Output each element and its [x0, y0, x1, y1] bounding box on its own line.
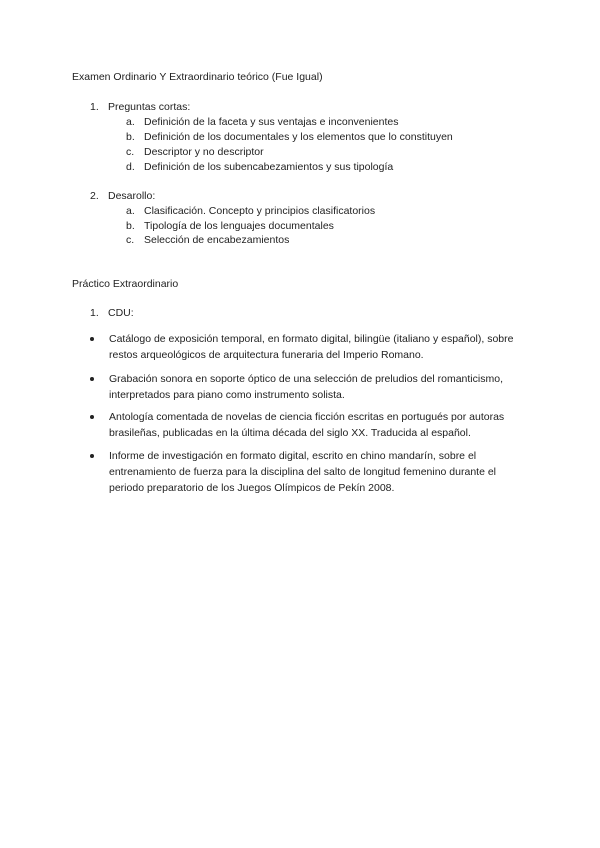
bullet-icon [90, 454, 94, 458]
question-item-short [90, 101, 190, 113]
list-marker: 1. [90, 307, 99, 319]
list-marker: c. [126, 146, 135, 158]
subitem [126, 146, 264, 158]
subitem [126, 161, 393, 173]
subitem-text: Definición de los subencabezamientos y sus tipología [144, 161, 394, 173]
subitem [126, 116, 399, 128]
question-label: Preguntas cortas: [108, 101, 191, 113]
list-marker: a. [126, 116, 135, 128]
exercise-item [90, 409, 530, 441]
subitem-text: Tipología de los lenguajes documentales [144, 220, 334, 232]
subitem-text: Selección de encabezamientos [144, 234, 290, 246]
list-marker: b. [126, 131, 135, 143]
exercise-item [90, 371, 530, 403]
bullet-icon [90, 415, 94, 419]
exercise-text: Antología comentada de novelas de ciencia ficción escritas en portugués por autoras brasileñas, publicadas en la última década del siglo XX. Traducida al español. [109, 411, 505, 439]
list-marker: b. [126, 220, 135, 232]
exercise-text: Informe de investigación en formato digital, escrito en chino mandarín, sobre el entrenamiento de fuerza para la disciplina del salto de longitud femenino durante el periodo preparatorio de los Juegos Olímpicos de Pekín 2008. [109, 450, 497, 494]
exercise-item [90, 448, 530, 496]
subitem [126, 234, 289, 246]
list-marker: 2. [90, 190, 99, 202]
exercise-text: Grabación sonora en soporte óptico de una selección de preludios del romanticismo, interpretados para piano como instrumento solista. [109, 373, 503, 401]
cdu-item [90, 307, 134, 319]
list-marker: d. [126, 161, 135, 173]
subitem-text: Definición de los documentales y los elementos que lo constituyen [144, 131, 453, 143]
list-marker: a. [126, 205, 135, 217]
subitem [126, 220, 334, 232]
list-marker: c. [126, 234, 135, 246]
question-item-development [90, 190, 155, 202]
theory-exam-heading: Examen Ordinario Y Extraordinario teórico (Fue Igual) [72, 71, 323, 83]
question-label: Desarollo: [108, 190, 156, 202]
bullet-icon [90, 337, 94, 341]
exercise-item [90, 331, 530, 363]
subitem-text: Descriptor y no descriptor [144, 146, 264, 158]
cdu-label: CDU: [108, 307, 134, 319]
subitem-text: Definición de la faceta y sus ventajas e inconvenientes [144, 116, 399, 128]
bullet-icon [90, 377, 94, 381]
subitem [126, 205, 375, 217]
practical-exam-heading: Práctico Extraordinario [72, 278, 179, 290]
list-marker: 1. [90, 101, 99, 113]
subitem-text: Clasificación. Concepto y principios clasificatorios [144, 205, 376, 217]
subitem [126, 131, 453, 143]
exercise-text: Catálogo de exposición temporal, en formato digital, bilingüe (italiano y español), sobre restos arqueológicos de arquitectura funeraria del Imperio Romano. [109, 333, 514, 361]
